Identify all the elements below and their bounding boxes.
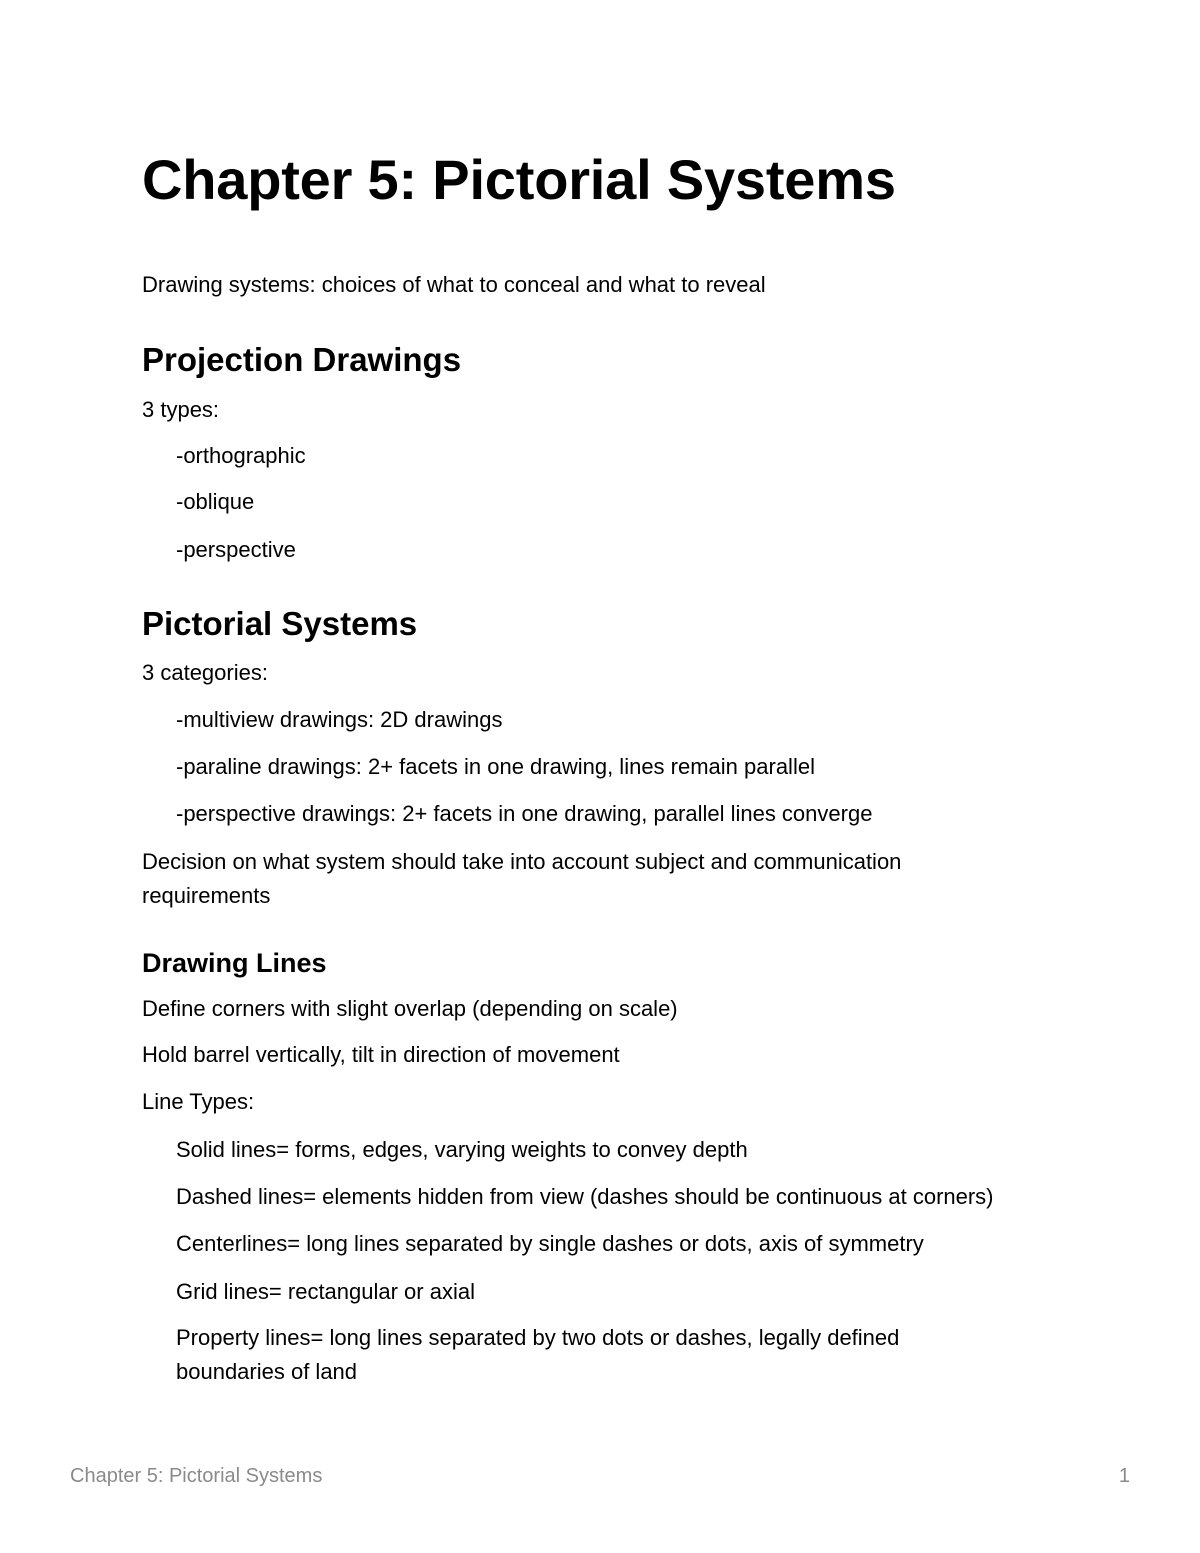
section-heading-pictorial: Pictorial Systems	[142, 605, 418, 642]
pictorial-note: Decision on what system should take into account subject and communication requirements	[142, 849, 902, 908]
line-type-item: Solid lines= forms, edges, varying weights to convey depth	[176, 1137, 748, 1162]
lines-paragraph: Define corners with slight overlap (depending on scale)	[142, 996, 678, 1021]
pictorial-item: -multiview drawings: 2D drawings	[176, 707, 503, 732]
projection-item: -orthographic	[176, 443, 306, 468]
page-title: Chapter 5: Pictorial Systems	[142, 148, 896, 211]
section-heading-lines: Drawing Lines	[142, 948, 327, 978]
projection-lead: 3 types:	[142, 397, 220, 422]
intro-paragraph: Drawing systems: choices of what to conceal and what to reveal	[142, 272, 766, 297]
section-heading-projection: Projection Drawings	[142, 341, 462, 378]
lines-paragraph: Line Types:	[142, 1089, 255, 1114]
projection-item: -perspective	[176, 537, 296, 562]
pictorial-item: -paraline drawings: 2+ facets in one drawing, lines remain parallel	[176, 754, 815, 779]
page-number: 1	[1118, 1465, 1130, 1487]
lines-paragraph: Hold barrel vertically, tilt in direction of movement	[142, 1042, 620, 1067]
line-type-item: Centerlines= long lines separated by single dashes or dots, axis of symmetry	[176, 1231, 924, 1256]
pictorial-lead: 3 categories:	[142, 660, 268, 685]
line-type-item: Grid lines= rectangular or axial	[176, 1279, 475, 1304]
line-type-item: Property lines= long lines separated by two dots or dashes, legally defined boundaries of land	[176, 1325, 900, 1384]
projection-item: -oblique	[176, 489, 255, 514]
footer-title: Chapter 5: Pictorial Systems	[70, 1465, 323, 1487]
line-type-item: Dashed lines= elements hidden from view (dashes should be continuous at corners)	[176, 1184, 994, 1209]
pictorial-item: -perspective drawings: 2+ facets in one drawing, parallel lines converge	[176, 801, 873, 826]
